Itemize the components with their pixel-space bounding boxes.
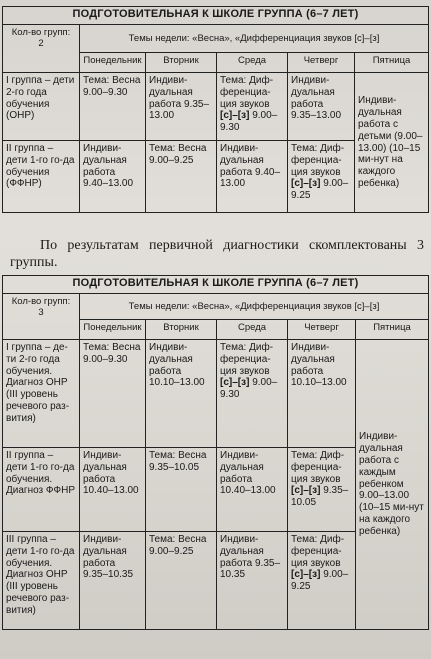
- schedule-cell: Тема: Диф-ференциа-ция звуков [с]–[з] 9.00–9.30: [217, 340, 288, 448]
- schedule-cell: Индиви-дуальная работа 9.35–13.00: [288, 73, 355, 141]
- schedule-cell: Тема: Диф-ференциа-ция звуков [с]–[з] 9.35–10.05: [288, 448, 356, 532]
- body-paragraph: По результатам первичной диагностики скомплектованы 3 группы.: [10, 238, 424, 270]
- phoneme-pair: [с]–[з]: [291, 178, 321, 190]
- schedule-cell: Индиви-дуальная работа 9.35–13.00: [146, 73, 217, 141]
- group-count-value: 2: [38, 38, 44, 49]
- schedule-cell: Тема: Весна 9.00–9.25: [146, 141, 217, 213]
- day-header-tue: Вторник: [146, 320, 217, 340]
- friday-cell: Индиви-дуальная работа с детьми (9.00–13.00) (10–15 ми-нут на каждого ребенка): [355, 73, 429, 213]
- group-cell: I группа – де-ти 2-го года обучения. Диагноз ОНР (III уровень речевого раз-вития): [3, 340, 80, 448]
- table-row: [3, 340, 429, 448]
- day-header-fri: Пятница: [355, 53, 429, 73]
- day-header-wed: Среда: [217, 320, 288, 340]
- table-2-title: ПОДГОТОВИТЕЛЬНАЯ К ШКОЛЕ ГРУППА (6–7 ЛЕТ): [3, 276, 429, 294]
- schedule-cell: Индиви-дуальная работа 9.40–13.00: [80, 141, 146, 213]
- week-topics: Темы недели: «Весна», «Дифференциация звуков [с]–[з]: [80, 294, 429, 320]
- schedule-table-2: [2, 275, 429, 630]
- day-header-wed: Среда: [217, 53, 288, 73]
- table-row: [3, 73, 429, 141]
- schedule-cell: Тема: Диф-ференциа-ция звуков [с]–[з] 9.00–9.25: [288, 141, 355, 213]
- phoneme-pair: [с]–[з]: [220, 377, 250, 389]
- schedule-cell: Индиви-дуальная работа 9.40–13.00: [217, 141, 288, 213]
- day-header-tue: Вторник: [146, 53, 217, 73]
- group-count-value: 3: [38, 307, 44, 318]
- day-header-mon: Понедельник: [80, 53, 146, 73]
- phoneme-pair: [с]–[з]: [291, 569, 321, 581]
- schedule-cell: Индиви-дуальная работа 9.35–10.35: [217, 532, 288, 630]
- day-header-fri: Пятница: [356, 320, 429, 340]
- group-count-label: Кол-во групп:: [11, 296, 71, 307]
- phoneme-pair: [с]–[з]: [291, 485, 321, 497]
- group-cell: II группа – дети 1-го го-да обучения (ФФНР): [3, 141, 80, 213]
- schedule-cell: Индиви-дуальная работа 10.10–13.00: [288, 340, 356, 448]
- phoneme-pair: [с]–[з]: [220, 110, 250, 122]
- day-header-thu: Четверг: [288, 53, 355, 73]
- table-1-title: ПОДГОТОВИТЕЛЬНАЯ К ШКОЛЕ ГРУППА (6–7 ЛЕТ): [3, 7, 429, 25]
- group-count-cell: [3, 294, 80, 340]
- group-cell: III группа – дети 1-го го-да обучения. Диагноз ОНР (III уровень речевого раз-вития): [3, 532, 80, 630]
- schedule-cell: Тема: Весна 9.35–10.05: [146, 448, 217, 532]
- schedule-cell: Тема: Диф-ференциа-ция звуков [с]–[з] 9.00–9.30: [217, 73, 288, 141]
- schedule-cell: Тема: Диф-ференциа-ция звуков [с]–[з] 9.00–9.25: [288, 532, 356, 630]
- schedule-cell: Тема: Весна 9.00–9.25: [146, 532, 217, 630]
- group-cell: II группа – дети 1-го го-да обучения. Диагноз ФФНР: [3, 448, 80, 532]
- schedule-cell: Индиви-дуальная работа 9.35–10.35: [80, 532, 146, 630]
- schedule-cell: Тема: Весна 9.00–9.30: [80, 73, 146, 141]
- day-header-mon: Понедельник: [80, 320, 146, 340]
- schedule-cell: Индиви-дуальная работа 10.10–13.00: [146, 340, 217, 448]
- schedule-table-1: [2, 6, 429, 213]
- schedule-cell: Индиви-дуальная работа 10.40–13.00: [80, 448, 146, 532]
- schedule-cell: Индиви-дуальная работа 10.40–13.00: [217, 448, 288, 532]
- day-header-thu: Четверг: [288, 320, 356, 340]
- friday-cell: Индиви-дуальная работа с каждым ребенком 9.00–13.00 (10–15 ми-нут на каждого ребенка): [356, 340, 429, 630]
- schedule-cell: Тема: Весна 9.00–9.30: [80, 340, 146, 448]
- group-count-cell: [3, 25, 80, 73]
- group-cell: I группа – дети 2-го года обучения (ОНР): [3, 73, 80, 141]
- week-topics: Темы недели: «Весна», «Дифференциация звуков [с]–[з]: [80, 25, 429, 53]
- group-count-label: Кол-во групп:: [11, 27, 71, 38]
